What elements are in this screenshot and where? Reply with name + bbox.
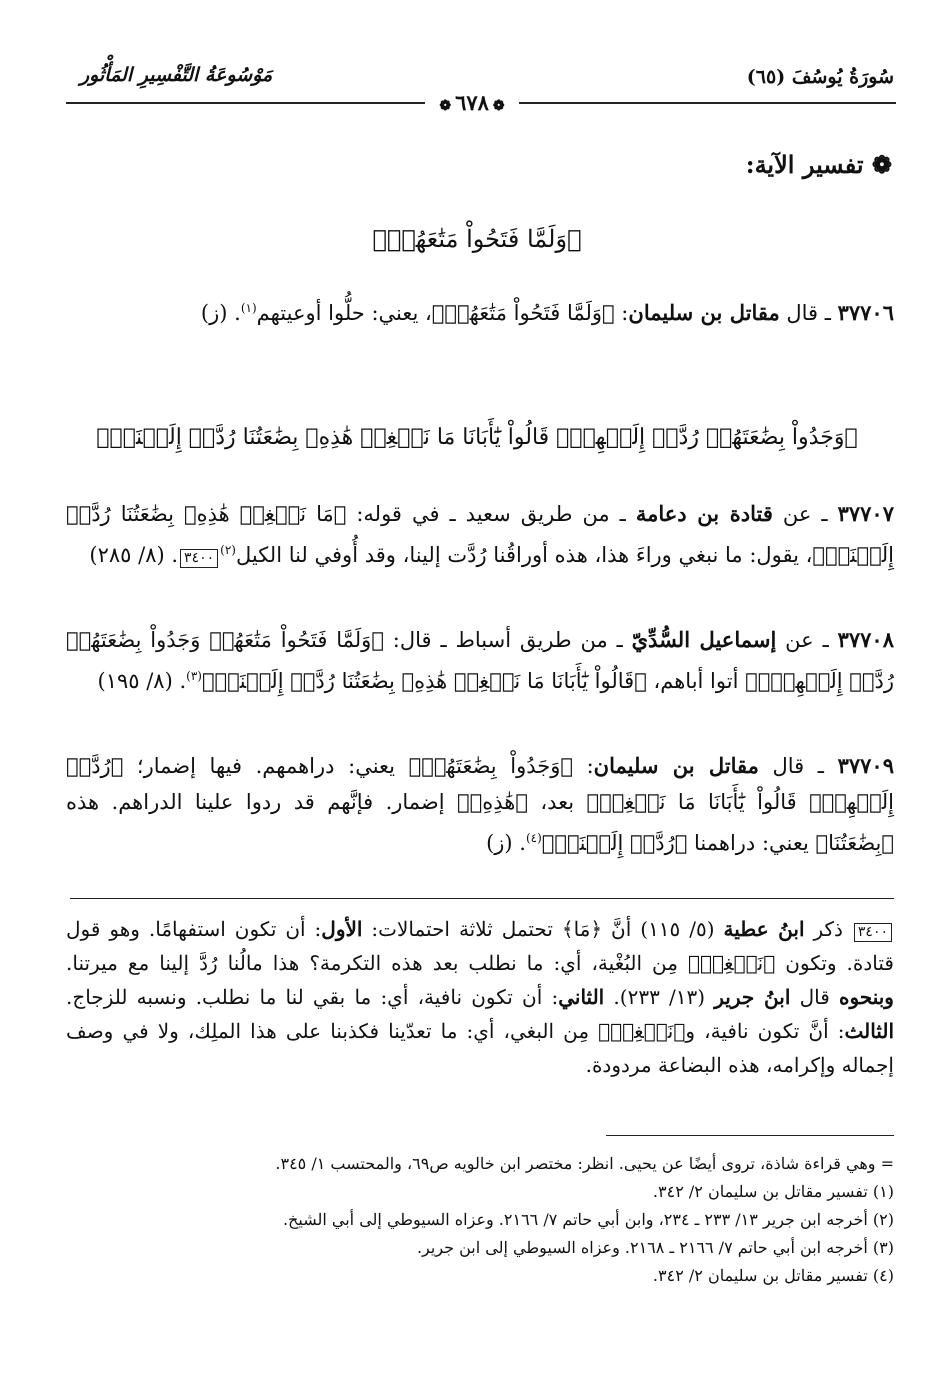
footnote-2: (٢) أخرجه ابن جرير ١٣/ ٢٣٣ ـ ٢٣٤، وابن أبي حاتم ٧/ ٢١٦٦. وعزاه السيوطي إلى أبي الشيخ.: [282, 1210, 894, 1229]
narration-37708: ٣٧٧٠٨ ـ عن إسماعيل السُّدِّيّ ـ من طريق أسباط ـ قال: ﴿وَلَمَّا فَتَحُواْ مَتَٰعَهُمۡ وَجَدُواْ بِضَٰعَتَهُمۡ رُدَّتۡ إِلَيۡهِمۡۖ﴾ أتوا أباهم، ﴿قَالُواْ يَٰٓأَبَانَا مَا نَبۡغِيۖ هَٰذِهِۦ بِضَٰعَتُنَا رُدَّتۡ إِلَيۡنَاۖ﴾$^{(٣)}$. (٨/ ١٩٥): [66, 627, 894, 693]
ayah-heading-1: ﴿وَلَمَّا فَتَحُواْ مَتَٰعَهُمۡ﴾: [372, 225, 582, 253]
footnote-marker[interactable]: (٣): [186, 669, 202, 683]
footnote-3: (٣) أخرجه ابن أبي حاتم ٧/ ٢١٦٦ ـ ٢١٦٨. وعزاه السيوطي إلى ابن جرير.: [416, 1238, 894, 1257]
narration-37707: ٣٧٧٠٧ ـ عن قتادة بن دعامة ـ من طريق سعيد ـ في قوله: ﴿مَا نَبۡغِيۖ هَٰذِهِۦ بِضَٰعَتُنَا رُدَّتۡ إِلَيۡنَاۖ﴾، يقول: ما نبغي وراءَ هذا، هذه أوراقُنا رُدَّت إلينا، وقد أُوفي لنا الكيل$^{(٢)}$٣٤٠٠. (٨/ ٢٨٥): [66, 501, 894, 567]
footnotes: [66, 1150, 894, 1290]
narration-37706: ٣٧٧٠٦ ـ قال مقاتل بن سليمان: ﴿وَلَمَّا فَتَحُواْ مَتَٰعَهُمۡ﴾، يعني: حلُّوا أوعيتهم$^{(١)}$. (ز): [200, 300, 894, 325]
ayah-heading-2: ﴿وَجَدُواْ بِضَٰعَتَهُمۡ رُدَّتۡ إِلَيۡهِمۡۖ قَالُواْ يَٰٓأَبَانَا مَا نَبۡغِيۖ هَٰذِهِۦ بِضَٰعَتُنَا رُدَّتۡ إِلَيۡنَاۖ﴾: [96, 425, 858, 450]
commentary-note-3400: ٣٤٠٠ ذكر ابنُ عطية (٥/ ١١٥) أنَّ ﴿مَا﴾ تحتمل ثلاثة احتمالات: الأول: أن تكون استفهامًا. وهو قول قتادة. وتكون ﴿نَبۡغِيۖ﴾ مِن البُغْية، أي: ما نطلب بعد هذه التكرمة؟ هذا مالُنا رُدَّ إلينا مع ميرتنا. وبنحوه قال ابنُ جرير (١٣/ ٢٣٣). الثاني: أن تكون نافية، أي: ما بقي لنا ما نطلب. ونسبه للزجاج. الثالث: أنَّ تكون نافية، و﴿نَبۡغِيۖ﴾ مِن البغي، أي: ما تعدّينا فكذبنا على هذا الملِك، ولا في وصف إجماله وإكرامه، هذه البضاعة مردودة.: [66, 917, 894, 1077]
narration-number: ٣٧٧٠٩: [837, 753, 894, 778]
narration-number: ٣٧٧٠٦: [837, 300, 894, 325]
footnote-continuation: = وهي قراءة شاذة، تروى أيضًا عن يحيى. انظر: مختصر ابن خالويه ص٦٩، والمحتسب ١/ ٣٤٥.: [275, 1154, 894, 1173]
narrator-name: قتادة بن دعامة: [635, 501, 773, 526]
narrator-name: مقاتل بن سليمان: [628, 300, 780, 325]
narrator-name: مقاتل بن سليمان: [593, 753, 759, 778]
ornament-icon: ❁: [492, 98, 505, 114]
section-title: ❁ تفسير الآية:: [745, 150, 892, 179]
narrator-name: إسماعيل السُّدِّيّ: [631, 627, 777, 652]
ornament-icon: ❁: [439, 98, 452, 114]
narration-37709: ٣٧٧٠٩ ـ قال مقاتل بن سليمان: ﴿وَجَدُواْ بِضَٰعَتَهُمۡ﴾ يعني: دراهمهم. فيها إضمار؛ ﴿رُدَّتۡ إِلَيۡهِمۡۖ قَالُواْ يَٰٓأَبَانَا مَا نَبۡغِيۖ﴾ بعد، ﴿هَٰذِهِۦ﴾ إضمار. فإنَّهم قد ردوا علينا الدراهم. هذه ﴿بِضَٰعَتُنَا﴾ يعني: دراهمنا ﴿رُدَّتۡ إِلَيۡنَاۖ﴾$^{(٤)}$. (ز): [66, 753, 894, 855]
page-number: ❁٦٧٨❁: [425, 90, 518, 115]
footnote-marker[interactable]: (٢): [220, 543, 236, 557]
narration-number: ٣٧٧٠٨: [837, 627, 894, 652]
footnote-separator: [606, 1135, 894, 1136]
footnote-marker[interactable]: (١): [240, 301, 257, 315]
footnote-1: (١) تفسير مقاتل بن سليمان ٢/ ٣٤٢.: [652, 1182, 894, 1201]
note-separator: [70, 898, 894, 899]
page-number-wrap: [0, 90, 944, 115]
commentary-ref-box: ٣٤٠٠: [854, 923, 892, 942]
footnote-marker[interactable]: (٤): [525, 831, 542, 845]
book-title-header: مَوْسُوعَةُ التَّفْسِيرِ المَأْثُور: [80, 64, 273, 86]
commentary-ref-box[interactable]: ٣٤٠٠: [180, 549, 218, 568]
footnote-4: (٤) تفسير مقاتل بن سليمان ٢/ ٣٤٢.: [652, 1266, 894, 1285]
narration-number: ٣٧٧٠٧: [837, 501, 894, 526]
surah-header: سُورَةُ يُوسُفَ (٦٥): [746, 66, 894, 88]
